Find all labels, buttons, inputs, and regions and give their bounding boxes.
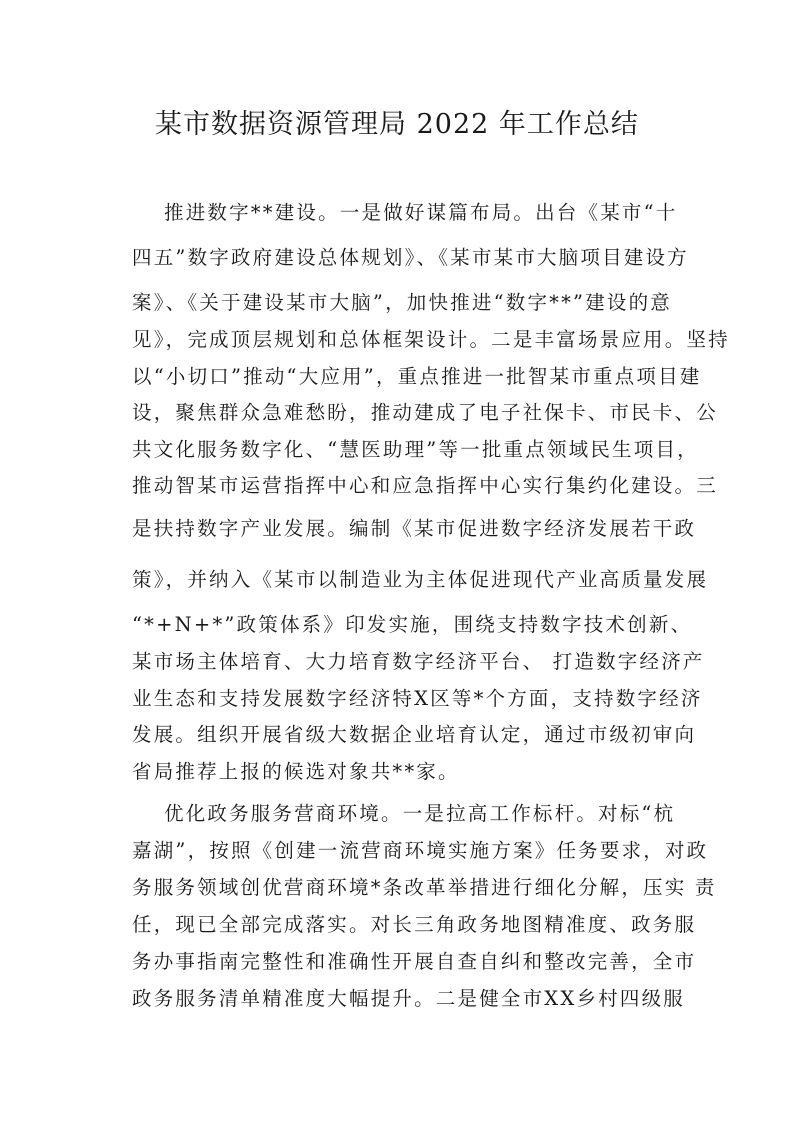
paragraph-line: 任，现已全部完成落实。对长三角政务地图精准度、政务服 xyxy=(132,913,697,936)
paragraph-line: 发展。组织开展省级大数据企业培育认定，通过市级初审向 xyxy=(132,723,697,746)
paragraph-line: 省局推荐上报的候选对象共**家。 xyxy=(132,760,460,783)
paragraph-line: 推进数字**建设。一是做好谋篇布局。出台《某市“十 xyxy=(164,201,678,224)
document-title: 某市数据资源管理局 2022 年工作总结 xyxy=(155,109,639,140)
paragraph-line: 策》，并纳入《某市以制造业为主体促进现代产业高质量发展 xyxy=(132,568,709,591)
paragraph-line: 四五”数字政府建设总体规划》、《某市某市大脑项目建设方 xyxy=(132,246,689,269)
paragraph-line: 务服务领域创优营商环境*条改革举措进行细化分解，压实 责 xyxy=(132,876,717,899)
paragraph-line: 政务服务清单精准度大幅提升。二是健全市XX乡村四级服 xyxy=(132,987,685,1010)
paragraph-line: 案》、《关于建设某市大脑”，加快推进“数字**”建设的意 xyxy=(132,291,673,314)
paragraph-line: 共文化服务数字化、“慧医助理”等一批重点领域民生项目， xyxy=(132,438,699,461)
paragraph-line: 嘉湖”，按照《创建一流营商环境实施方案》任务要求，对政 xyxy=(132,839,709,862)
paragraph-line: 优化政务服务营商环境。一是拉高工作标杆。对标“杭 xyxy=(164,802,676,825)
paragraph-line: 某市场主体培育、大力培育数字经济平台、 打造数字经济产 xyxy=(132,650,705,673)
paragraph-line: 设，聚焦群众急难愁盼，推动建成了电子社保卡、市民卡、公 xyxy=(132,401,718,424)
paragraph-line: 业生态和支持发展数字经济特X区等*个方面，支持数字经济 xyxy=(132,687,703,710)
paragraph-line: 务办事指南完整性和准确性开展自查自纠和整改完善，全市 xyxy=(132,950,697,973)
paragraph-line: “*+N+*”政策体系》印发实施，围绕支持数字技术创新、 xyxy=(132,613,693,636)
paragraph-line: 推动智某市运营指挥中心和应急指挥中心实行集约化建设。三 xyxy=(132,474,718,497)
paragraph-line: 以“小切口”推动“大应用”，重点推进一批智某市重点项目建 xyxy=(132,365,702,388)
paragraph-line: 是扶持数字产业发展。编制《某市促进数字经济发展若干政 xyxy=(132,517,697,540)
paragraph-line: 见》，完成顶层规划和总体框架设计。二是丰富场景应用。坚持 xyxy=(132,328,730,351)
